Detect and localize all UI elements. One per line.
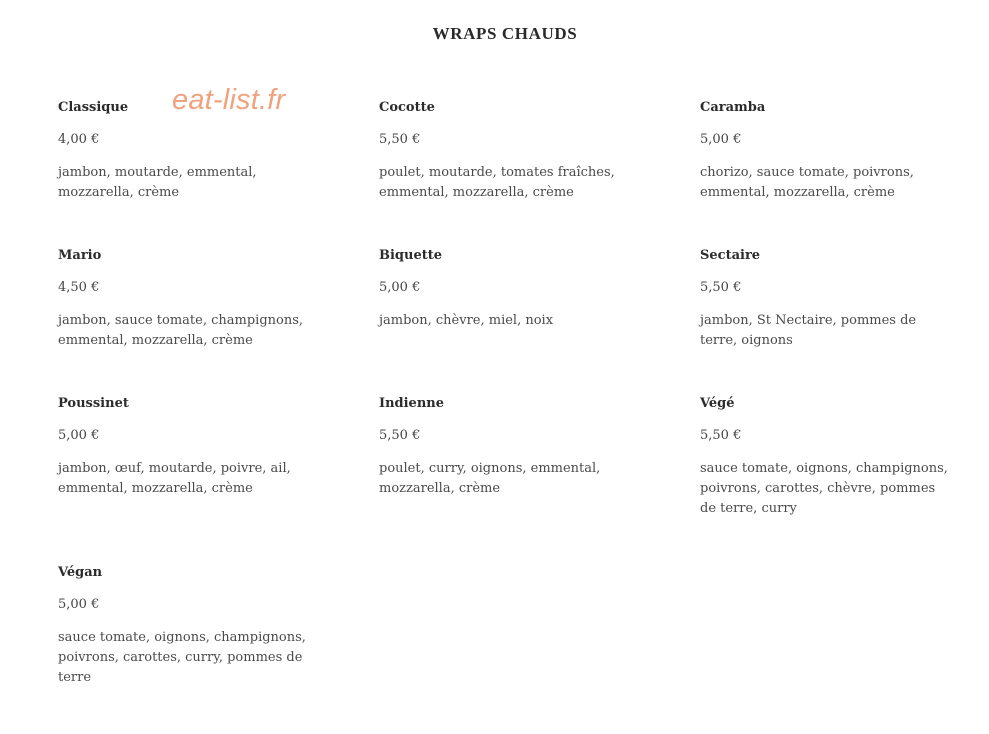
item-name: Mario	[58, 248, 102, 263]
item-name: Classique	[58, 100, 129, 115]
item-price: 5,00 €	[700, 132, 742, 147]
menu-item	[58, 563, 379, 703]
menu-item	[58, 246, 379, 394]
menu-item	[379, 394, 700, 563]
section-title: WRAPS CHAUDS	[432, 24, 578, 43]
menu-item	[58, 98, 379, 246]
item-price: 5,00 €	[58, 428, 100, 443]
item-description: chorizo, sauce tomate, poivrons, emmental, mozzarella, crème	[700, 165, 914, 200]
item-name: Sectaire	[700, 248, 761, 263]
menu-grid	[58, 98, 968, 703]
item-name: Caramba	[700, 100, 766, 115]
item-price: 5,50 €	[700, 280, 742, 295]
item-price: 5,50 €	[379, 132, 421, 147]
menu-item	[700, 246, 968, 394]
item-description: jambon, St Nectaire, pommes de terre, oignons	[700, 313, 917, 348]
item-price: 5,50 €	[700, 428, 742, 443]
watermark-logo: eat-list.fr	[172, 84, 286, 116]
menu-item	[700, 98, 968, 246]
menu-item	[58, 394, 379, 563]
item-name: Indienne	[379, 396, 445, 411]
item-price: 5,00 €	[58, 597, 100, 612]
item-description: jambon, moutarde, emmental, mozzarella, crème	[58, 165, 257, 200]
item-description: sauce tomate, oignons, champignons, poivrons, carottes, chèvre, pommes de terre, curry	[700, 461, 948, 516]
menu-item	[700, 394, 968, 563]
item-description: jambon, chèvre, miel, noix	[379, 313, 554, 328]
item-name: Biquette	[379, 248, 443, 263]
item-description: jambon, œuf, moutarde, poivre, ail, emmental, mozzarella, crème	[58, 461, 291, 496]
item-description: sauce tomate, oignons, champignons, poivrons, carottes, curry, pommes de terre	[58, 630, 306, 685]
item-name: Poussinet	[58, 396, 129, 411]
item-name: Végé	[700, 396, 735, 411]
item-description: poulet, moutarde, tomates fraîches, emmental, mozzarella, crème	[379, 165, 615, 200]
item-price: 4,50 €	[58, 280, 100, 295]
item-name: Cocotte	[379, 100, 435, 115]
item-price: 5,00 €	[379, 280, 421, 295]
item-price: 4,00 €	[58, 132, 100, 147]
item-description: poulet, curry, oignons, emmental, mozzarella, crème	[379, 461, 601, 496]
item-price: 5,50 €	[379, 428, 421, 443]
item-name: Végan	[58, 565, 103, 580]
menu-item	[379, 98, 700, 246]
item-description: jambon, sauce tomate, champignons, emmental, mozzarella, crème	[58, 313, 304, 348]
menu-item	[379, 246, 700, 394]
